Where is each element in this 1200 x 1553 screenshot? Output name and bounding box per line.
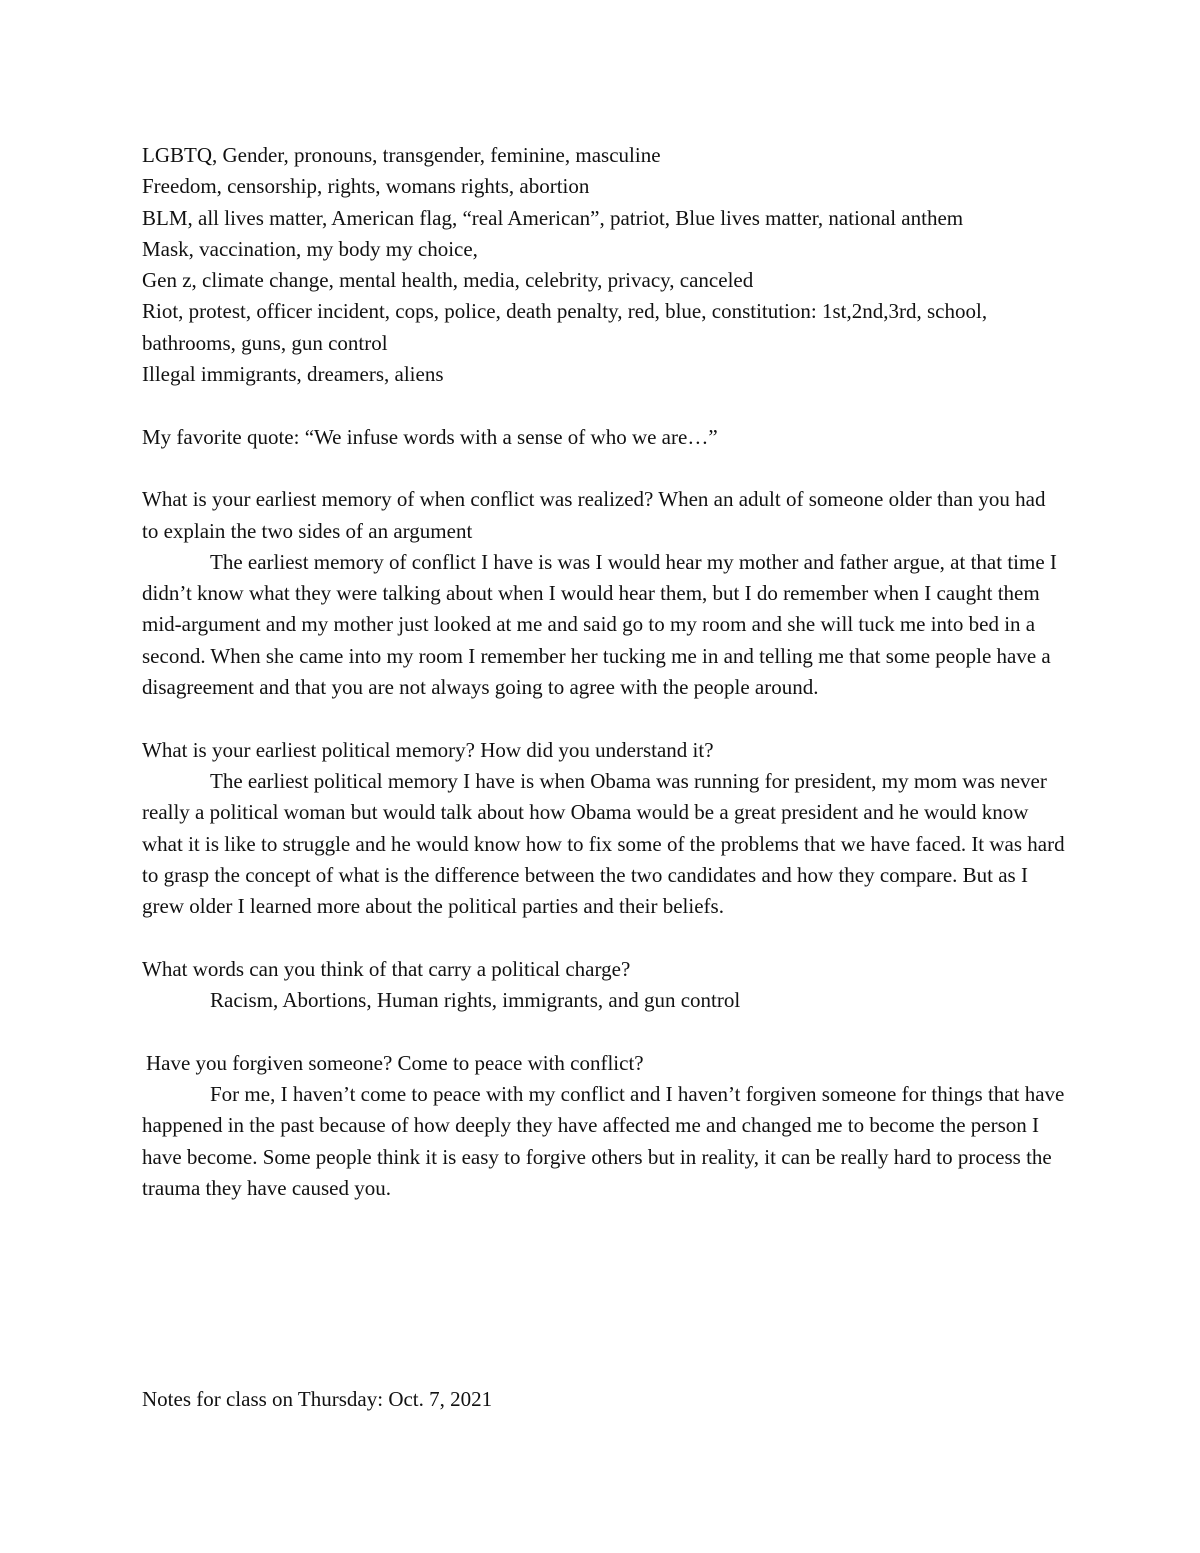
notes-footer: Notes for class on Thursday: Oct. 7, 2021 <box>142 1387 493 1411</box>
answer-text: The earliest memory of conflict I have is was I would hear my mother and father argue, at that time I didn’t know what they were talking about when I would hear them, but I do remember when I caught them mid-argument and my mother just looked at me and said go to my room and she will tuck me into bed in a second. When she came into my room I remember her tucking me in and telling me that some people have a disagreement and that you are not always going to agree with the people around. <box>142 549 1057 700</box>
keyword-line: LGBTQ, Gender, pronouns, transgender, feminine, masculine <box>142 143 661 167</box>
question-text: What words can you think of that carry a political charge? <box>142 956 631 981</box>
keyword-line: Freedom, censorship, rights, womans rights, abortion <box>142 174 590 199</box>
keyword-line: Illegal immigrants, dreamers, aliens <box>142 362 444 387</box>
paragraph-gap <box>142 453 1067 484</box>
paragraph-gap <box>142 1016 1067 1047</box>
keyword-line: BLM, all lives matter, American flag, “real American”, patriot, Blue lives matter, national anthem <box>142 205 964 230</box>
answer-text: For me, I haven’t come to peace with my conflict and I haven’t forgiven someone for things that have happened in the past because of how deeply they have affected me and changed me to become the person I have become. Some people think it is easy to forgive others but in reality, it can be really hard to process the trauma they have caused you. <box>142 1081 1065 1200</box>
keyword-line: Mask, vaccination, my body my choice, <box>142 236 478 261</box>
answer-text: Racism, Abortions, Human rights, immigrants, and gun control <box>210 988 741 1013</box>
paragraph-gap <box>142 390 1067 421</box>
document-body <box>142 140 1067 1204</box>
paragraph-gap <box>142 703 1067 734</box>
keyword-line: Gen z, climate change, mental health, media, celebrity, privacy, canceled <box>142 268 754 293</box>
question-text: What is your earliest memory of when conflict was realized? When an adult of someone older than you had to explain the two sides of an argument <box>142 487 1046 543</box>
answer-text: The earliest political memory I have is when Obama was running for president, my mom was never really a political woman but would talk about how Obama would be a great president and he would know what it is like to struggle and he would know how to fix some of the problems that we have faced. It was hard to grasp the concept of what is the difference between the two candidates and how they compare. But as I grew older I learned more about the political parties and their beliefs. <box>142 768 1065 919</box>
paragraph-gap <box>142 922 1067 953</box>
question-text: What is your earliest political memory? How did you understand it? <box>142 737 714 762</box>
favorite-quote: My favorite quote: “We infuse words with a sense of who we are…” <box>142 424 718 449</box>
keyword-line: Riot, protest, officer incident, cops, police, death penalty, red, blue, constitution: 1st,2nd,3rd, school, bathrooms, guns, gun control <box>142 299 988 355</box>
question-text: Have you forgiven someone? Come to peace with conflict? <box>146 1050 644 1075</box>
